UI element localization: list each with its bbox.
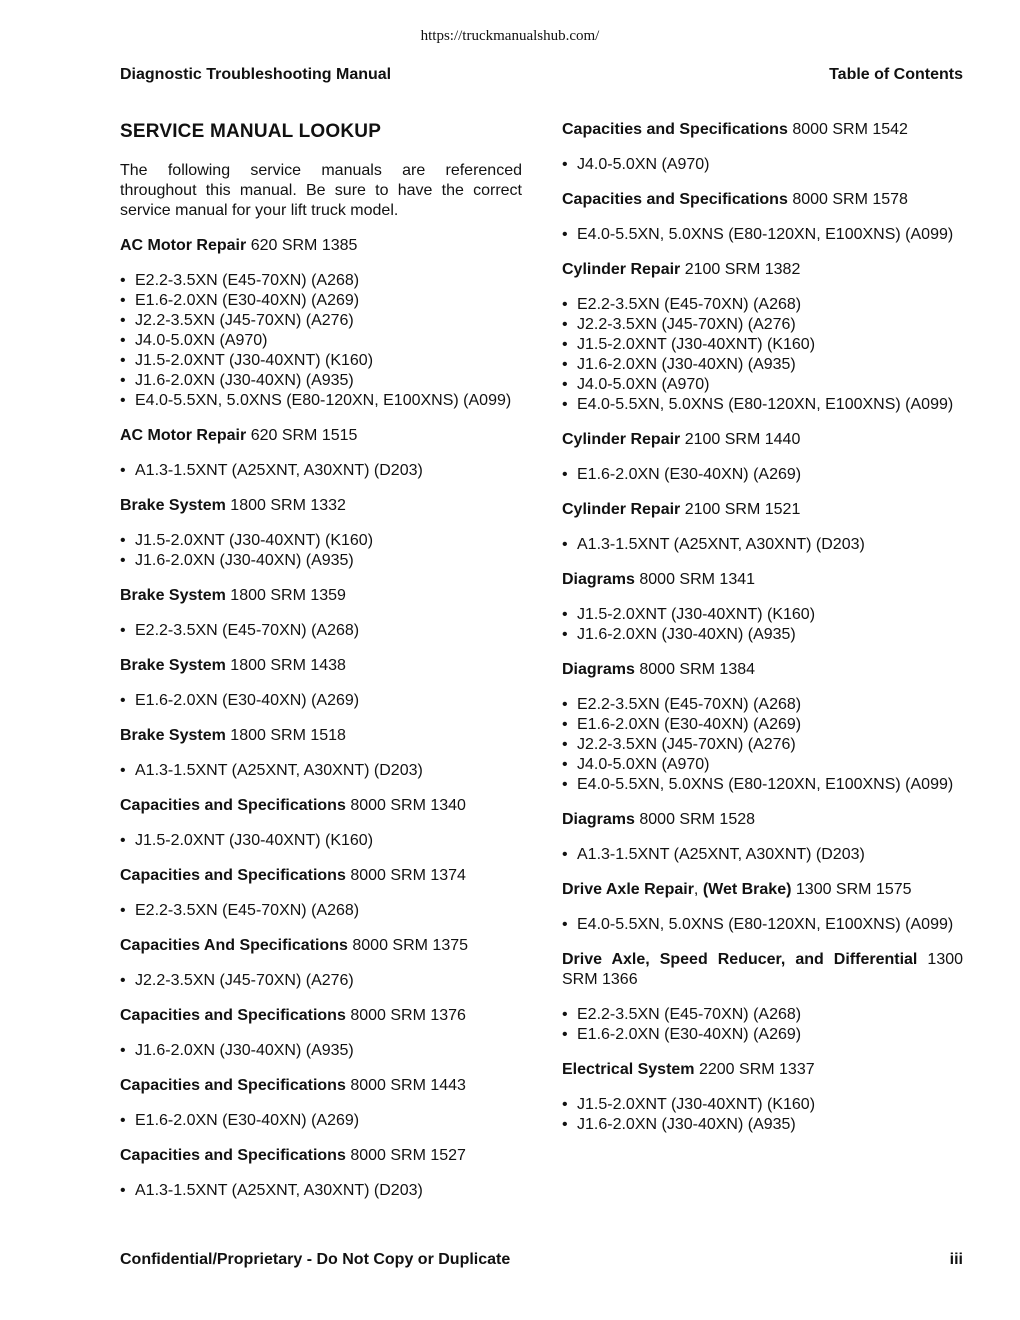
bullet-icon: • xyxy=(562,296,568,313)
model-designation: E4.0-5.5XN, 5.0XNS (E80-120XN, E100XNS) (A099) xyxy=(577,396,954,413)
manual-name: Capacities and Specifications xyxy=(120,1077,346,1094)
manual-reference xyxy=(562,810,963,865)
model-designation: E1.6-2.0XN (E30-40XN) (A269) xyxy=(135,1112,360,1129)
model-list xyxy=(120,901,522,921)
model-designation: E2.2-3.5XN (E45-70XN) (A268) xyxy=(135,622,360,639)
model-designation: E2.2-3.5XN (E45-70XN) (A268) xyxy=(577,1006,802,1023)
model-designation: J1.5-2.0XNT (J30-40XNT) (K160) xyxy=(577,1096,816,1113)
bullet-icon: • xyxy=(120,352,126,369)
bullet-icon: • xyxy=(562,1116,568,1133)
list-item xyxy=(562,775,963,795)
bullet-icon: • xyxy=(562,736,568,753)
manual-name: Brake System xyxy=(120,657,226,674)
model-designation: J2.2-3.5XN (J45-70XN) (A276) xyxy=(135,972,354,989)
srm-number: 8000 SRM 1384 xyxy=(639,661,756,678)
srm-number: 2100 SRM 1521 xyxy=(684,501,801,518)
left-column xyxy=(120,120,522,1216)
reference-heading xyxy=(120,656,522,676)
bullet-icon: • xyxy=(120,532,126,549)
manual-reference xyxy=(120,1076,522,1131)
model-list xyxy=(120,531,522,571)
reference-heading xyxy=(120,936,522,956)
list-item xyxy=(562,625,963,645)
bullet-icon: • xyxy=(120,272,126,289)
srm-number: 2200 SRM 1337 xyxy=(698,1061,815,1078)
model-designation: E1.6-2.0XN (E30-40XN) (A269) xyxy=(577,1026,802,1043)
bullet-icon: • xyxy=(562,696,568,713)
bullet-icon: • xyxy=(120,832,126,849)
list-item xyxy=(120,761,522,781)
bullet-icon: • xyxy=(120,1182,126,1199)
list-item xyxy=(562,695,963,715)
list-item xyxy=(120,291,522,311)
manual-reference xyxy=(120,586,522,641)
list-item xyxy=(562,155,963,175)
reference-heading xyxy=(120,236,522,256)
bullet-icon: • xyxy=(120,292,126,309)
model-designation: J1.6-2.0XN (J30-40XN) (A935) xyxy=(135,1042,354,1059)
bullet-icon: • xyxy=(120,312,126,329)
srm-number: 8000 SRM 1374 xyxy=(350,867,466,884)
bullet-icon: • xyxy=(120,332,126,349)
manual-name: Drive Axle, Speed Reducer, and Differential xyxy=(562,951,918,968)
model-list xyxy=(120,1181,522,1201)
model-list xyxy=(120,461,522,481)
list-item xyxy=(120,461,522,481)
model-designation: J1.5-2.0XNT (J30-40XNT) (K160) xyxy=(135,532,374,549)
bullet-icon: • xyxy=(120,1112,126,1129)
manual-name: Capacities And Specifications xyxy=(120,937,348,954)
model-designation: A1.3-1.5XNT (A25XNT, A30XNT) (D203) xyxy=(135,1182,423,1199)
manual-reference xyxy=(120,236,522,411)
model-designation: J1.6-2.0XN (J30-40XN) (A935) xyxy=(577,1116,796,1133)
model-list xyxy=(562,845,963,865)
reference-heading xyxy=(562,190,963,210)
manual-name: Diagrams xyxy=(562,571,635,588)
manual-reference xyxy=(120,796,522,851)
bullet-icon: • xyxy=(562,356,568,373)
model-designation: J2.2-3.5XN (J45-70XN) (A276) xyxy=(577,736,796,753)
list-item xyxy=(120,621,522,641)
left-section-list xyxy=(120,236,522,1201)
list-item xyxy=(562,295,963,315)
reference-heading xyxy=(562,570,963,590)
bullet-icon: • xyxy=(562,156,568,173)
bullet-icon: • xyxy=(120,902,126,919)
name-separator: , xyxy=(693,881,703,898)
list-item xyxy=(562,1005,963,1025)
page-footer xyxy=(120,1251,963,1269)
manual-reference xyxy=(562,430,963,485)
manual-reference xyxy=(562,500,963,555)
reference-heading xyxy=(120,426,522,446)
bullet-icon: • xyxy=(562,626,568,643)
model-list xyxy=(120,831,522,851)
model-designation: E2.2-3.5XN (E45-70XN) (A268) xyxy=(135,272,360,289)
list-item xyxy=(562,715,963,735)
model-list xyxy=(562,535,963,555)
bullet-icon: • xyxy=(120,972,126,989)
list-item xyxy=(562,315,963,335)
list-item xyxy=(120,1111,522,1131)
bullet-icon: • xyxy=(562,756,568,773)
manual-reference xyxy=(562,1060,963,1135)
reference-heading xyxy=(120,1076,522,1096)
model-list xyxy=(562,915,963,935)
srm-number: 1800 SRM 1359 xyxy=(230,587,346,604)
bullet-icon: • xyxy=(562,226,568,243)
model-designation: J4.0-5.0XN (A970) xyxy=(577,156,710,173)
manual-reference xyxy=(562,570,963,645)
list-item xyxy=(562,755,963,775)
list-item xyxy=(120,1181,522,1201)
model-list xyxy=(120,761,522,781)
model-designation: E2.2-3.5XN (E45-70XN) (A268) xyxy=(135,902,360,919)
manual-name: Capacities and Specifications xyxy=(120,1007,346,1024)
reference-heading xyxy=(120,796,522,816)
list-item xyxy=(562,395,963,415)
model-designation: J4.0-5.0XN (A970) xyxy=(577,756,710,773)
list-item xyxy=(120,531,522,551)
manual-reference xyxy=(120,656,522,711)
manual-name: Diagrams xyxy=(562,661,635,678)
manual-name: Capacities and Specifications xyxy=(562,121,788,138)
manual-name: Diagrams xyxy=(562,811,635,828)
model-designation: J1.5-2.0XNT (J30-40XNT) (K160) xyxy=(135,832,374,849)
manual-reference xyxy=(562,260,963,415)
list-item xyxy=(120,901,522,921)
bullet-icon: • xyxy=(120,622,126,639)
model-list xyxy=(562,295,963,415)
model-designation: J1.6-2.0XN (J30-40XN) (A935) xyxy=(577,356,796,373)
bullet-icon: • xyxy=(562,536,568,553)
model-list xyxy=(562,1095,963,1135)
manual-reference xyxy=(562,190,963,245)
model-designation: A1.3-1.5XNT (A25XNT, A30XNT) (D203) xyxy=(577,846,865,863)
bullet-icon: • xyxy=(120,692,126,709)
list-item xyxy=(562,535,963,555)
model-list xyxy=(562,225,963,245)
section-title: Table of Contents xyxy=(829,66,963,83)
manual-reference xyxy=(120,1146,522,1201)
model-list xyxy=(120,971,522,991)
srm-number: 1800 SRM 1332 xyxy=(230,497,346,514)
srm-number: 8000 SRM 1340 xyxy=(350,797,466,814)
model-designation: J4.0-5.0XN (A970) xyxy=(135,332,268,349)
model-list xyxy=(120,1041,522,1061)
bullet-icon: • xyxy=(562,1006,568,1023)
srm-number: 8000 SRM 1341 xyxy=(639,571,756,588)
model-designation: A1.3-1.5XNT (A25XNT, A30XNT) (D203) xyxy=(135,462,423,479)
list-item xyxy=(120,1041,522,1061)
model-designation: J2.2-3.5XN (J45-70XN) (A276) xyxy=(135,312,354,329)
manual-reference xyxy=(120,496,522,571)
list-item xyxy=(120,331,522,351)
srm-number: 2100 SRM 1382 xyxy=(684,261,801,278)
bullet-icon: • xyxy=(120,1042,126,1059)
model-designation: A1.3-1.5XNT (A25XNT, A30XNT) (D203) xyxy=(577,536,865,553)
list-item xyxy=(562,915,963,935)
bullet-icon: • xyxy=(120,462,126,479)
list-item xyxy=(562,1095,963,1115)
manual-name: Cylinder Repair xyxy=(562,431,681,448)
manual-reference xyxy=(120,726,522,781)
model-designation: J1.6-2.0XN (J30-40XN) (A935) xyxy=(135,552,354,569)
right-column xyxy=(562,120,963,1150)
bullet-icon: • xyxy=(562,396,568,413)
reference-heading xyxy=(120,726,522,746)
page-number: iii xyxy=(949,1251,963,1268)
reference-heading xyxy=(562,880,963,900)
bullet-icon: • xyxy=(562,606,568,623)
model-list xyxy=(120,271,522,411)
reference-heading xyxy=(562,950,963,990)
manual-name: Capacities and Specifications xyxy=(562,191,788,208)
manual-reference xyxy=(562,950,963,1045)
bullet-icon: • xyxy=(562,916,568,933)
list-item xyxy=(120,271,522,291)
manual-name: Brake System xyxy=(120,497,226,514)
intro-paragraph: The following service manuals are referenced throughout this manual. Be sure to have the correct service manual for your lift truck model. xyxy=(120,162,522,219)
list-item xyxy=(562,735,963,755)
list-item xyxy=(120,971,522,991)
list-item xyxy=(562,355,963,375)
model-designation: E1.6-2.0XN (E30-40XN) (A269) xyxy=(135,692,360,709)
srm-number: 8000 SRM 1528 xyxy=(639,811,756,828)
manual-name: Capacities and Specifications xyxy=(120,1147,346,1164)
model-list xyxy=(562,605,963,645)
manual-reference xyxy=(562,880,963,935)
page-header xyxy=(120,66,963,84)
manual-name: Cylinder Repair xyxy=(562,261,681,278)
reference-heading xyxy=(562,430,963,450)
manual-name: AC Motor Repair xyxy=(120,237,247,254)
list-item xyxy=(562,845,963,865)
srm-number: 2100 SRM 1440 xyxy=(684,431,801,448)
model-designation: E1.6-2.0XN (E30-40XN) (A269) xyxy=(577,716,802,733)
srm-number: 8000 SRM 1527 xyxy=(350,1147,466,1164)
model-designation: E2.2-3.5XN (E45-70XN) (A268) xyxy=(577,296,802,313)
model-designation: A1.3-1.5XNT (A25XNT, A30XNT) (D203) xyxy=(135,762,423,779)
reference-heading xyxy=(120,496,522,516)
list-item xyxy=(120,691,522,711)
model-designation: E1.6-2.0XN (E30-40XN) (A269) xyxy=(135,292,360,309)
manual-reference xyxy=(120,1006,522,1061)
srm-number: 1300 SRM 1366 xyxy=(562,951,964,988)
list-item xyxy=(120,311,522,331)
model-designation: J1.6-2.0XN (J30-40XN) (A935) xyxy=(135,372,354,389)
list-item xyxy=(120,551,522,571)
reference-heading xyxy=(562,120,963,140)
manual-name: Capacities and Specifications xyxy=(120,797,346,814)
manual-reference xyxy=(562,660,963,795)
model-designation: E4.0-5.5XN, 5.0XNS (E80-120XN, E100XNS) (A099) xyxy=(577,776,954,793)
model-designation: E4.0-5.5XN, 5.0XNS (E80-120XN, E100XNS) (A099) xyxy=(577,916,954,933)
manual-name: Brake System xyxy=(120,727,226,744)
list-item xyxy=(562,605,963,625)
bullet-icon: • xyxy=(120,552,126,569)
srm-number: 620 SRM 1515 xyxy=(250,427,358,444)
reference-heading xyxy=(120,1146,522,1166)
manual-reference xyxy=(120,866,522,921)
model-list xyxy=(562,695,963,795)
srm-number: 620 SRM 1385 xyxy=(250,237,358,254)
reference-heading xyxy=(120,866,522,886)
model-list xyxy=(120,621,522,641)
bullet-icon: • xyxy=(562,466,568,483)
bullet-icon: • xyxy=(562,376,568,393)
confidentiality-notice: Confidential/Proprietary - Do Not Copy or Duplicate xyxy=(120,1251,511,1268)
bullet-icon: • xyxy=(562,846,568,863)
bullet-icon: • xyxy=(562,776,568,793)
reference-heading xyxy=(120,1006,522,1026)
list-item xyxy=(562,375,963,395)
reference-heading xyxy=(562,500,963,520)
srm-number: 8000 SRM 1375 xyxy=(352,937,469,954)
list-item xyxy=(120,391,522,411)
model-designation: E2.2-3.5XN (E45-70XN) (A268) xyxy=(577,696,802,713)
bullet-icon: • xyxy=(562,1096,568,1113)
model-designation: J1.6-2.0XN (J30-40XN) (A935) xyxy=(577,626,796,643)
manual-name: Brake System xyxy=(120,587,226,604)
model-designation: E4.0-5.5XN, 5.0XNS (E80-120XN, E100XNS) (A099) xyxy=(135,392,512,409)
manual-reference xyxy=(562,120,963,175)
right-section-list xyxy=(562,120,963,1135)
model-list xyxy=(120,691,522,711)
model-list xyxy=(562,155,963,175)
bullet-icon: • xyxy=(120,372,126,389)
manual-name-extra: (Wet Brake) xyxy=(702,881,792,898)
list-item xyxy=(562,335,963,355)
model-list xyxy=(562,1005,963,1045)
model-designation: J1.5-2.0XNT (J30-40XNT) (K160) xyxy=(577,336,816,353)
model-list xyxy=(562,465,963,485)
manual-name: Drive Axle Repair xyxy=(562,881,694,898)
manual-name: Electrical System xyxy=(562,1061,695,1078)
list-item xyxy=(562,465,963,485)
list-item xyxy=(562,1115,963,1135)
list-item xyxy=(562,225,963,245)
bullet-icon: • xyxy=(562,1026,568,1043)
manual-reference xyxy=(120,936,522,991)
srm-number: 1800 SRM 1438 xyxy=(230,657,346,674)
reference-heading xyxy=(562,1060,963,1080)
bullet-icon: • xyxy=(562,716,568,733)
manual-name: AC Motor Repair xyxy=(120,427,247,444)
list-item xyxy=(120,831,522,851)
reference-heading xyxy=(562,660,963,680)
list-item xyxy=(562,1025,963,1045)
bullet-icon: • xyxy=(120,762,126,779)
model-designation: J1.5-2.0XNT (J30-40XNT) (K160) xyxy=(577,606,816,623)
list-item xyxy=(120,351,522,371)
model-designation: J1.5-2.0XNT (J30-40XNT) (K160) xyxy=(135,352,374,369)
srm-number: 8000 SRM 1542 xyxy=(792,121,908,138)
bullet-icon: • xyxy=(562,316,568,333)
srm-number: 8000 SRM 1578 xyxy=(792,191,908,208)
manual-name: Capacities and Specifications xyxy=(120,867,346,884)
reference-heading xyxy=(562,260,963,280)
manual-reference xyxy=(120,426,522,481)
model-designation: E4.0-5.5XN, 5.0XNS (E80-120XN, E100XNS) (A099) xyxy=(577,226,954,243)
model-designation: E1.6-2.0XN (E30-40XN) (A269) xyxy=(577,466,802,483)
manual-name: Cylinder Repair xyxy=(562,501,681,518)
srm-number: 8000 SRM 1443 xyxy=(350,1077,466,1094)
source-url: https://truckmanualshub.com/ xyxy=(420,28,600,44)
model-designation: J4.0-5.0XN (A970) xyxy=(577,376,710,393)
list-item xyxy=(120,371,522,391)
bullet-icon: • xyxy=(120,392,126,409)
reference-heading xyxy=(120,586,522,606)
srm-number: 1300 SRM 1575 xyxy=(795,881,912,898)
srm-number: 1800 SRM 1518 xyxy=(230,727,346,744)
manual-title: Diagnostic Troubleshooting Manual xyxy=(120,66,392,83)
model-designation: J2.2-3.5XN (J45-70XN) (A276) xyxy=(577,316,796,333)
model-list xyxy=(120,1111,522,1131)
srm-number: 8000 SRM 1376 xyxy=(350,1007,466,1024)
bullet-icon: • xyxy=(562,336,568,353)
page-title: SERVICE MANUAL LOOKUP xyxy=(120,121,382,142)
reference-heading xyxy=(562,810,963,830)
